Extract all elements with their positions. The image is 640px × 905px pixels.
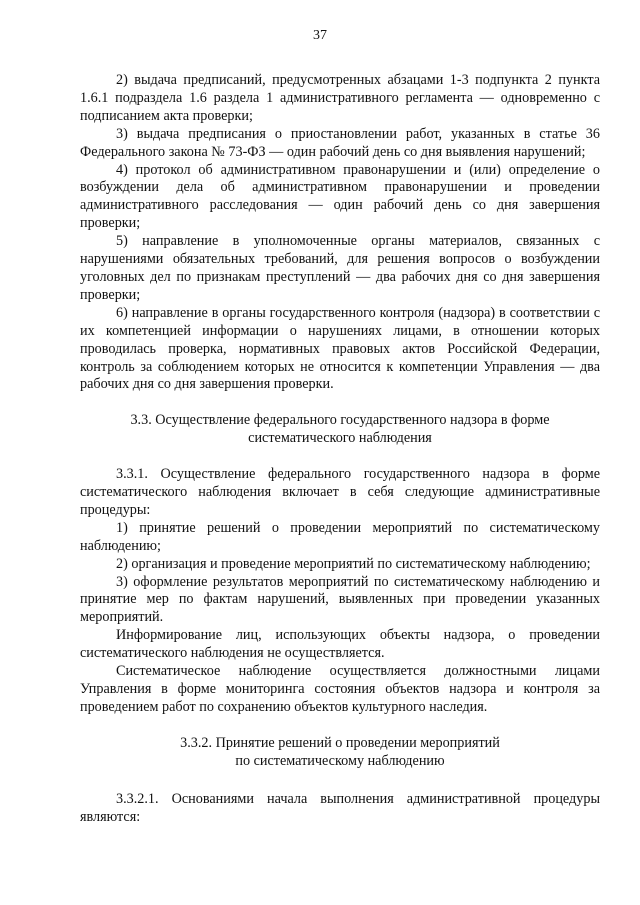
- paragraph-procedure-3: 3) оформление результатов мероприятий по систематическому наблюдению и принятие мер по фактам нарушений, выявленных при проведении указанных мероприятий.: [80, 573, 600, 626]
- section-heading-3-3-2-line2: по систематическому наблюдению: [235, 752, 445, 769]
- section-heading-3-3: [80, 412, 600, 448]
- paragraph-procedure-1: 1) принятие решений о проведении мероприятий по систематическому наблюдению;: [80, 519, 600, 554]
- paragraph-procedure-2: 2) организация и проведение мероприятий по систематическому наблюдению;: [116, 555, 591, 572]
- paragraph-3-3-2-1: 3.3.2.1. Основаниями начала выполнения административной процедуры являются:: [80, 790, 600, 825]
- paragraph-3-3-1: 3.3.1. Осуществление федерального государственного надзора в форме систематического наблюдения включает в себя следующие административные процедуры:: [80, 466, 600, 518]
- paragraph-item-2: 2) выдача предписаний, предусмотренных абзацами 1-3 подпункта 2 пункта 1.6.1 подраздела 1.6 раздела 1 административного регламента — одновременно с подписанием акта проверки;: [80, 72, 600, 124]
- section-heading-3-3-line2: систематического наблюдения: [248, 430, 432, 447]
- paragraph-informing: Информирование лиц, использующих объекты надзора, о проведении систематического наблюдения не осуществляется.: [80, 627, 600, 662]
- paragraph-item-6: 6) направление в органы государственного контроля (надзора) в соответствии с их компетенцией информации о нарушениях лицами, в отношении которых проводилась проверка, нормативных правовых актов Российской Федерации, контроль за соблюдением которых не относится к компетенции Управления — два рабочих дня со дня завершения проверки.: [80, 304, 600, 393]
- section-heading-3-3-2-line1: 3.3.2. Принятие решений о проведении мероприятий: [180, 734, 500, 751]
- section-heading-3-3-2: [80, 735, 600, 771]
- page-number: 37: [313, 28, 327, 43]
- paragraph-monitoring: Систематическое наблюдение осуществляется должностными лицами Управления в форме мониторинга состояния объектов надзора и контроля за проведением работ по сохранению объектов культурного наследия.: [80, 663, 600, 715]
- paragraph-item-3: 3) выдача предписания о приостановлении работ, указанных в статье 36 Федерального закона № 73-ФЗ — один рабочий день со дня выявления нарушений;: [80, 125, 600, 160]
- paragraph-item-4: 4) протокол об административном правонарушении и (или) определение о возбуждении дела об административном правонарушении и проведении административного расследования — один рабочий день со дня завершения проверки;: [80, 161, 600, 232]
- paragraph-item-5: 5) направление в уполномоченные органы материалов, связанных с нарушениями обязательных требований, для решения вопросов о возбуждении уголовных дел по признакам преступлений — два рабочих дня со дня завершения проверки;: [80, 233, 600, 303]
- section-heading-3-3-line1: 3.3. Осуществление федерального государственного надзора в форме: [130, 412, 550, 429]
- document-body: [80, 72, 600, 826]
